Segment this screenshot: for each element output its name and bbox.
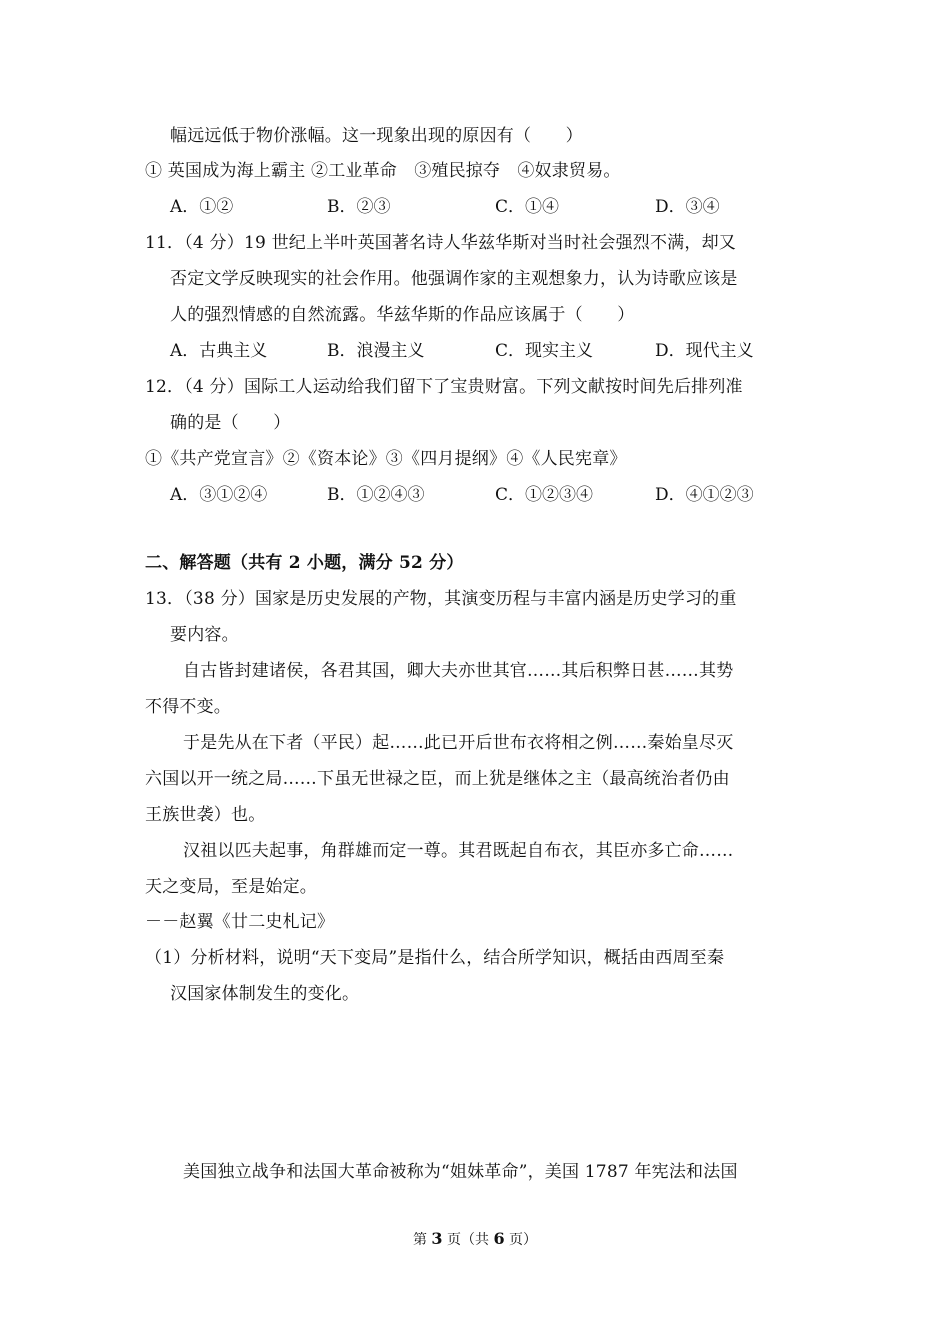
q11-option-b: B．浪漫主义: [327, 341, 425, 361]
q13-line-2: 要内容。: [170, 625, 239, 645]
q10-items: ① 英国成为海上霸主 ②工业革命 ③殖民掠夺 ④奴隶贸易。: [145, 161, 621, 181]
q13-material-p2-line-1: 于是先从在下者（平民）起……此已开后世布衣将相之例……秦始皇尽灭: [183, 733, 734, 753]
section-2-heading: 二、解答题（共有 2 小题，满分 52 分）: [145, 553, 464, 573]
q12-option-b: B．①②④③: [327, 485, 425, 505]
q11-line-2: 否定文学反映现实的社会作用。他强调作家的主观想象力，认为诗歌应该是: [170, 269, 738, 289]
footer-middle: 页（共: [442, 1232, 494, 1248]
q13-subquestion-1-line-1: （1）分析材料，说明“天下变局”是指什么，结合所学知识，概括由西周至秦: [145, 948, 725, 968]
footer-suffix: 页）: [504, 1232, 538, 1248]
q12-line-2: 确的是（ ）: [170, 413, 291, 433]
q12-line-1: 12．（4 分）国际工人运动给我们留下了宝贵财富。下列文献按时间先后排列准: [145, 377, 743, 397]
q13-material-p2-line-3: 王族世袭）也。: [145, 805, 266, 825]
page-footer: [0, 1229, 950, 1250]
footer-page-number: 3: [431, 1229, 443, 1248]
q13-material-p1-line-1: 自古皆封建诸侯，各君其国，卿大夫亦世其官……其后积弊日甚……其势: [183, 661, 734, 681]
q13-line-1: 13．（38 分）国家是历史发展的产物，其演变历程与丰富内涵是历史学习的重: [145, 589, 737, 609]
q10-option-d: D．③④: [655, 197, 720, 217]
q12-option-c: C．①②③④: [495, 485, 594, 505]
q11-line-3: 人的强烈情感的自然流露。华兹华斯的作品应该属于（ ）: [170, 305, 635, 325]
q13-material-p3-line-1: 汉祖以匹夫起事，角群雄而定一尊。其君既起自布衣，其臣亦多亡命……: [183, 841, 734, 861]
q11-option-c: C．现实主义: [495, 341, 594, 361]
q11-line-1: 11．（4 分）19 世纪上半叶英国著名诗人华兹华斯对当时社会强烈不满，却又: [145, 233, 736, 253]
q10-option-a: A．①②: [170, 197, 234, 217]
q10-option-b: B．②③: [327, 197, 391, 217]
q13-material-source: －－赵翼《廿二史札记》: [145, 912, 335, 932]
q13-material-p3-line-2: 天之变局，至是始定。: [145, 877, 317, 897]
q13-subquestion-1-line-2: 汉国家体制发生的变化。: [170, 984, 360, 1004]
q13-next-material-line: 美国独立战争和法国大革命被称为“姐妹革命”，美国 1787 年宪法和法国: [183, 1162, 738, 1182]
q10-option-c: C．①④: [495, 197, 560, 217]
q13-material-p2-line-2: 六国以开一统之局……下虽无世禄之臣，而上犹是继体之主（最高统治者仍由: [145, 769, 730, 789]
q11-option-d: D．现代主义: [655, 341, 754, 361]
q10-stem-continuation: 幅远远低于物价涨幅。这一现象出现的原因有（ ）: [170, 126, 583, 146]
q13-material-p1-line-2: 不得不变。: [145, 697, 231, 717]
footer-total-pages: 6: [493, 1229, 505, 1248]
q11-option-a: A．古典主义: [170, 341, 268, 361]
footer-prefix: 第: [412, 1232, 432, 1248]
q12-option-a: A．③①②④: [170, 485, 268, 505]
q12-items: ①《共产党宣言》②《资本论》③《四月提纲》④《人民宪章》: [145, 449, 627, 469]
q12-option-d: D．④①②③: [655, 485, 754, 505]
